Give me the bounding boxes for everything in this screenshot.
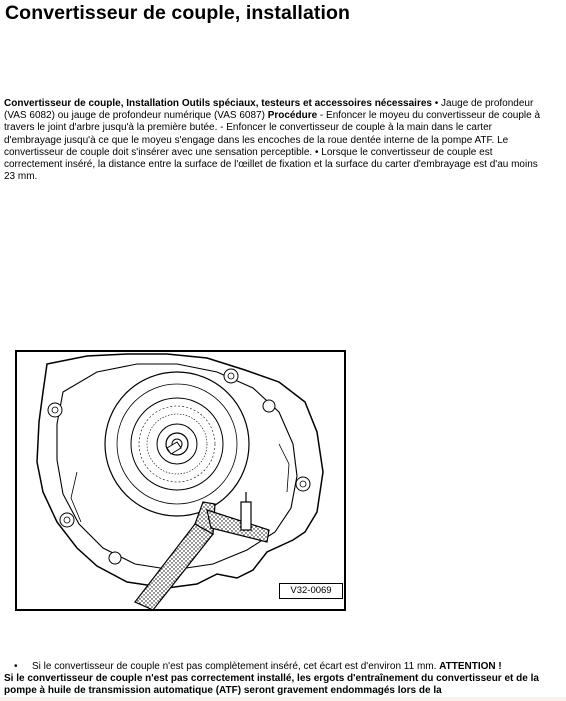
page-title: Convertisseur de couple, installation <box>5 2 351 24</box>
bottom-strip <box>0 697 566 701</box>
transmission-drawing <box>17 352 344 609</box>
figure-label: V32-0069 <box>279 583 343 599</box>
note-text: Si le convertisseur de couple n'est pas complètement inséré, cet écart est d'environ 11 mm. <box>32 661 440 672</box>
bullet-icon: • <box>14 661 18 672</box>
procedure-label: Procédure <box>267 110 318 122</box>
warning-note <box>4 661 544 698</box>
intro-tools: • Jauge de profondeur (VAS 6082) ou jauge de profondeur numérique (VAS 6087) <box>4 98 534 122</box>
intro-paragraph <box>4 98 544 183</box>
intro-heading: Convertisseur de couple, Installation Outils spéciaux, testeurs et accessoires nécessaires <box>4 98 432 109</box>
procedure-text: - Enfoncer le moyeu du convertisseur de couple à travers le joint d'arbre jusqu'à la première butée. - Enfoncer le convertisseur de couple à la main dans le carter d'embrayage jusqu'à ce que le moyeu s'engage dans les encoches de la roue dentée interne de la pompe ATF. Le convertisseur de couple doit s'insérer avec une sensation perceptible. • Lorsque le convertisseur de couple est correctement inséré, la distance entre la surface de l'œillet de fixation et la surface du carter d'embrayage est d'au moins 23 mm. <box>4 110 541 183</box>
attention-label: ATTENTION ! <box>439 661 502 672</box>
note-line <box>4 661 544 673</box>
warning-text: Si le convertisseur de couple n'est pas correctement installé, les ergots d'entraînement du convertisseur et de la pompe à huile de transmission automatique (ATF) seront gravement endommagés lors de la <box>4 673 539 697</box>
technical-illustration <box>15 350 346 611</box>
